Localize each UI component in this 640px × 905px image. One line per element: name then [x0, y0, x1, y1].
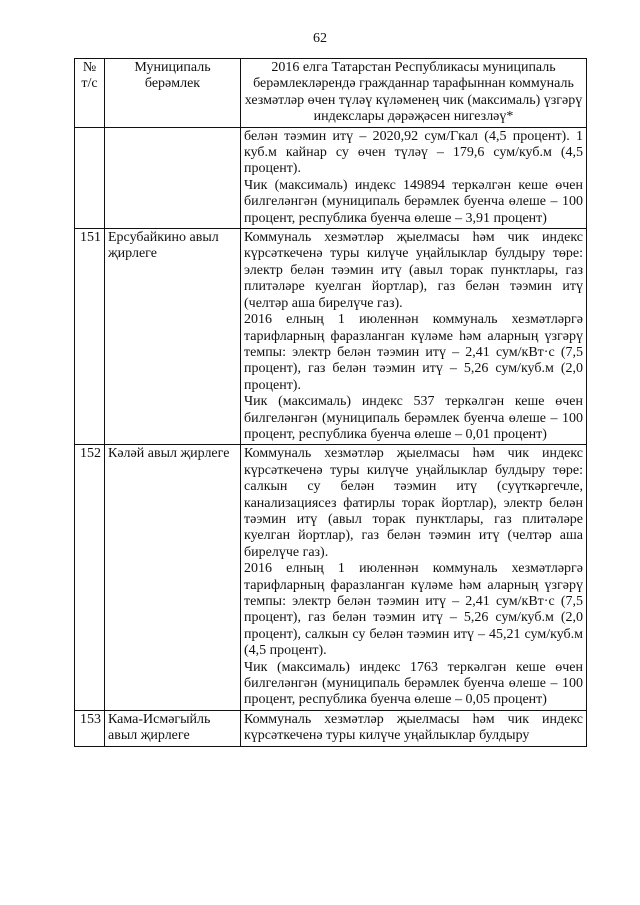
paragraph: белән тәэмин итү – 2020,92 сум/Гкал (4,5 процент). 1 куб.м кайнар су өчен түләү – 179,6 сум/куб.м (4,5 процент). — [244, 128, 583, 177]
row-number: 152 — [75, 445, 105, 711]
table-row — [75, 710, 587, 746]
paragraph: Чик (максималь) индекс 1763 теркәлгән кеше өчен билгеләнгән (муниципаль берәмлек буенча өлеше – 100 процент, республика буенча өлеше – 0,05 процент) — [244, 659, 583, 708]
indices-table — [74, 58, 587, 747]
paragraph: Коммуналь хезмәтләр җыелмасы һәм чик индекс күрсәткеченә туры килүче уңайлыклар булдыру төре: салкын су белән тәэмин итү (суүткәргечле, канализациясез фатирлы торак йортлар), электр белән тәэмин итү (авыл торак пунктлары, газ плитәләре куелган йортлар), газ белән тәэмин итү (челтәр аша бирелүче газ). — [244, 446, 583, 560]
row-description — [241, 710, 587, 746]
paragraph: 2016 елның 1 июленнән коммуналь хезмәтләргә тарифларның фаразланган күләме һәм аларның үзгәрү темпы: электр белән тәэмин итү – 2,41 сум/кВт·с (7,5 процент), газ белән тәэмин итү – 5,26 сум/куб.м (2,0 процент), салкын су белән тәэмин итү – 45,21 сум/куб.м (4,5 процент). — [244, 561, 583, 659]
page-number: 62 — [313, 31, 327, 46]
paragraph: Чик (максималь) индекс 149894 теркәлгән кеше өчен билгеләнгән (муниципаль берәмлек буенча өлеше – 100 процент, республика буенча өлеше – 3,91 процент) — [244, 177, 583, 226]
table-row — [75, 127, 587, 228]
row-description — [241, 445, 587, 711]
table-header-row — [75, 59, 587, 128]
row-municipality: Кама-Исмәгыйль авыл җирлеге — [105, 710, 241, 746]
row-number — [75, 127, 105, 228]
paragraph: Коммуналь хезмәтләр җыелмасы һәм чик индекс күрсәткеченә туры килүче уңайлыклар булдыру — [244, 711, 583, 744]
paragraph: Чик (максималь) индекс 537 теркәлгән кеше өчен билгеләнгән (муниципаль берәмлек буенча өлеше – 100 процент, республика буенча өлеше – 0,01 процент) — [244, 394, 583, 442]
row-municipality — [105, 127, 241, 228]
row-description — [241, 127, 587, 228]
header-number: № т/с — [75, 59, 105, 128]
row-number: 151 — [75, 229, 105, 445]
header-description: 2016 елга Татарстан Республикасы муниципаль берәмлекләрендә гражданнар тарафыннан коммуналь хезмәтләр өчен түләү күләменең чик (максималь) үзгәрү индекслары дәрәҗәсен нигезләү* — [241, 59, 587, 128]
table-row — [75, 445, 587, 711]
row-municipality: Ерсубайкино авыл җирлеге — [105, 229, 241, 445]
header-municipality: Муниципаль берәмлек — [105, 59, 241, 128]
paragraph: Коммуналь хезмәтләр җыелмасы һәм чик индекс күрсәткеченә туры килүче уңайлыклар булдыру төре: электр белән тәэмин итү (авыл торак пунктлары, газ плитәләре куелган йортлар), газ белән тәэмин итү (челтәр аша бирелүче газ). — [244, 230, 583, 311]
row-municipality: Кәләй авыл җирлеге — [105, 445, 241, 711]
table-row — [75, 229, 587, 445]
row-number: 153 — [75, 710, 105, 746]
paragraph: 2016 елның 1 июленнән коммуналь хезмәтләргә тарифларның фаразланган күләме һәм аларның үзгәрү темпы: электр белән тәэмин итү – 2,41 сум/кВт·с (7,5 процент), газ белән тәэмин итү – 5,26 сум/куб.м (2,0 процент). — [244, 312, 583, 393]
row-description — [241, 229, 587, 445]
